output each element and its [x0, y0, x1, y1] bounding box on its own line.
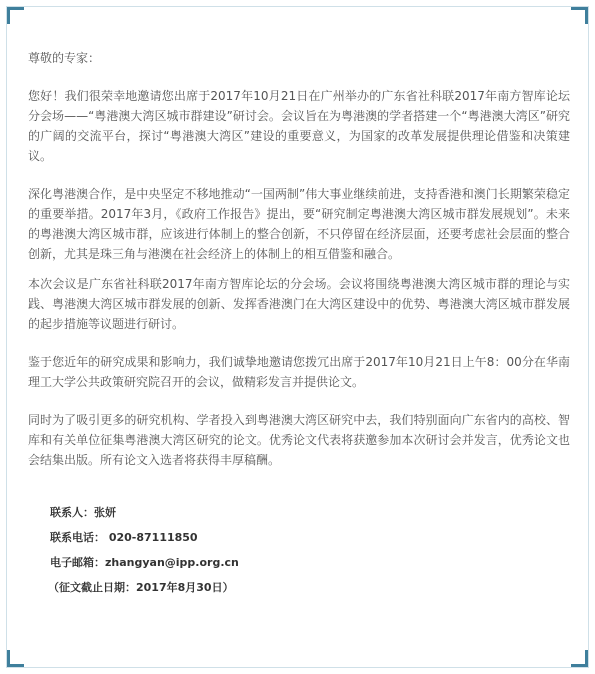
frame-corner-bottom-right	[571, 650, 588, 667]
contact-phone: 联系电话： 020-87111850	[50, 531, 198, 544]
frame-corner-top-right	[571, 7, 588, 24]
paragraph-attendance: 鉴于您近年的研究成果和影响力，我们诚挚地邀请您拨冗出席于2017年10月21日上午8：00分在华南理工大学公共政策研究院召开的会议，做精彩发言并提供论文。	[28, 355, 570, 389]
frame-corner-top-left	[7, 7, 24, 24]
contact-person: 联系人：张妍	[50, 506, 116, 519]
letter-greeting: 尊敬的专家：	[28, 51, 101, 65]
paragraph-agenda: 本次会议是广东省社科联2017年南方智库论坛的分会场。会议将围绕粤港澳大湾区城市群的理论与实践、粤港澳大湾区城市群发展的创新、发挥香港澳门在大湾区建设中的优势、粤港澳大湾区城市群发展的起步措施等议题进行研讨。	[28, 277, 570, 331]
paragraph-background: 深化粤港澳合作，是中央坚定不移地推动“一国两制”伟大事业继续前进，支持香港和澳门长期繁荣稳定的重要举措。2017年3月，《政府工作报告》提出，要“研究制定粤港澳大湾区城市群发展规划”。未来的粤港澳大湾区城市群，应该进行体制上的整合创新，不只停留在经济层面，还要考虑社会层面的整合创新，尤其是珠三角与港澳在社会经济上的体制上的相互借鉴和融合。	[28, 187, 570, 261]
letter-body	[28, 48, 570, 600]
paragraph-invitation: 您好！我们很荣幸地邀请您出席于2017年10月21日在广州举办的广东省社科联2017年南方智库论坛分会场——“粤港澳大湾区城市群建设”研讨会。会议旨在为粤港澳的学者搭建一个“粤港澳大湾区”研究的广阔的交流平台，探讨“粤港澳大湾区”建设的重要意义，为国家的改革发展提供理论借鉴和决策建议。	[28, 89, 570, 163]
frame-corner-bottom-left	[7, 650, 24, 667]
submission-deadline: （征文截止日期：2017年8月30日）	[48, 581, 234, 594]
contact-block	[50, 500, 570, 600]
paragraph-call-for-papers: 同时为了吸引更多的研究机构、学者投入到粤港澳大湾区研究中去，我们特别面向广东省内的高校、智库和有关单位征集粤港澳大湾区研究的论文。优秀论文代表将获邀参加本次研讨会并发言，优秀论文也会结集出版。所有论文入选者将获得丰厚稿酬。	[28, 413, 570, 467]
contact-email[interactable]: 电子邮箱：zhangyan@ipp.org.cn	[50, 556, 239, 569]
